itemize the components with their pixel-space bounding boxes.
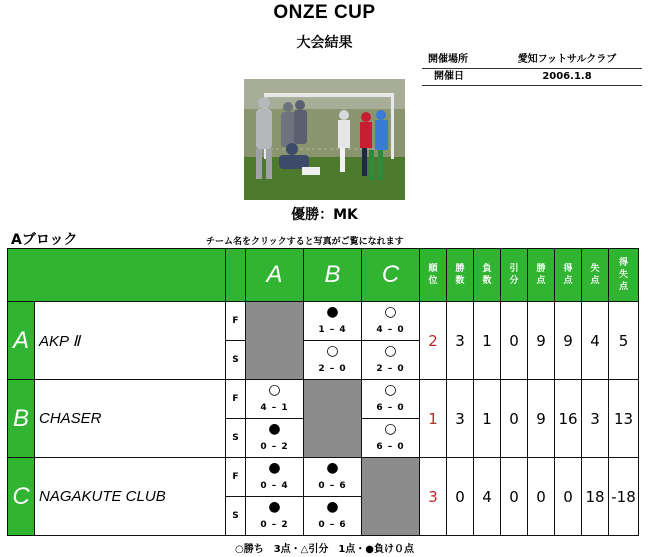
team-stat-1: 3 [447, 302, 474, 380]
match-score: 4 – 1 [260, 403, 289, 413]
page-subtitle: 大会結果 [296, 35, 353, 51]
match-leg-label: F [226, 380, 246, 419]
team-stat-1: 3 [447, 380, 474, 458]
match-score: 0 – 4 [260, 481, 289, 491]
match-result-cell [246, 497, 304, 536]
team-stat-1: 0 [447, 458, 474, 536]
header-fs-spacer [226, 249, 246, 302]
match-score: 0 – 2 [260, 520, 289, 530]
self-match-cell [362, 458, 420, 536]
team-letter: C [8, 458, 35, 536]
loss-mark-icon: ● [268, 499, 281, 515]
team-name-link[interactable]: NAGAKUTE CLUB [35, 458, 226, 536]
tournament-photo [244, 79, 405, 200]
champion-label: 優勝：MK [291, 207, 358, 223]
match-result-cell [246, 458, 304, 497]
page-title: ONZE CUP [273, 2, 376, 23]
scoring-legend: ○勝ち 3点・△引分 1点・●負け０点 [234, 544, 415, 555]
date-label: 開催日 [434, 71, 464, 82]
venue-row [422, 52, 642, 69]
win-mark-icon: ○ [384, 421, 397, 437]
date-row [422, 69, 642, 86]
loss-mark-icon: ● [268, 421, 281, 437]
team-stat-4: 9 [528, 302, 555, 380]
team-rank: 1 [420, 380, 447, 458]
match-leg-label: F [226, 302, 246, 341]
win-mark-icon: ○ [384, 343, 397, 359]
match-result-cell [246, 419, 304, 458]
header-stat-3: 引 分 [501, 249, 528, 302]
win-mark-icon: ○ [384, 304, 397, 320]
header-stat-2: 負 数 [474, 249, 501, 302]
team-name-link[interactable]: CHASER [35, 380, 226, 458]
header-stat-5: 得 点 [555, 249, 582, 302]
match-leg-label: S [226, 419, 246, 458]
match-result-cell [362, 341, 420, 380]
team-stat-3: 0 [501, 380, 528, 458]
team-stat-7: 5 [609, 302, 639, 380]
self-match-cell [246, 302, 304, 380]
team-stat-6: 3 [582, 380, 609, 458]
match-score: 2 – 0 [318, 364, 347, 374]
team-stat-5: 16 [555, 380, 582, 458]
header-row [8, 249, 639, 302]
match-leg-label: F [226, 458, 246, 497]
click-hint: チーム名をクリックすると写真がご覧になれます [206, 237, 404, 247]
team-stat-3: 0 [501, 302, 528, 380]
header-corner [8, 249, 226, 302]
match-leg-label: S [226, 341, 246, 380]
team-stat-7: -18 [609, 458, 639, 536]
team-stat-4: 0 [528, 458, 555, 536]
header-stat-6: 失 点 [582, 249, 609, 302]
match-score: 6 – 0 [376, 403, 405, 413]
team-row [8, 302, 639, 341]
team-stat-6: 4 [582, 302, 609, 380]
match-result-cell [362, 419, 420, 458]
block-title: Aブロック [11, 232, 78, 248]
team-stat-5: 9 [555, 302, 582, 380]
results-table [7, 248, 639, 536]
team-row [8, 380, 639, 419]
win-mark-icon: ○ [268, 382, 281, 398]
header-stat-1: 勝 数 [447, 249, 474, 302]
loss-mark-icon: ● [326, 460, 339, 476]
win-mark-icon: ○ [326, 343, 339, 359]
header-stat-4: 勝 点 [528, 249, 555, 302]
team-rank: 2 [420, 302, 447, 380]
match-result-cell [362, 380, 420, 419]
match-result-cell [304, 497, 362, 536]
team-stat-5: 0 [555, 458, 582, 536]
team-name-link[interactable]: AKP Ⅱ [35, 302, 226, 380]
match-score: 6 – 0 [376, 442, 405, 452]
team-stat-7: 13 [609, 380, 639, 458]
header-opponent-b: B [304, 249, 362, 302]
match-result-cell [304, 458, 362, 497]
venue-label: 開催場所 [428, 54, 468, 65]
match-result-cell [304, 302, 362, 341]
date-value: 2006.1.8 [542, 71, 592, 82]
match-score: 1 – 4 [318, 325, 347, 335]
header-stat-0: 順 位 [420, 249, 447, 302]
header-stat-7: 得 失 点 [609, 249, 639, 302]
venue-value: 愛知フットサルクラブ [517, 54, 617, 65]
team-stat-2: 1 [474, 380, 501, 458]
team-stat-4: 9 [528, 380, 555, 458]
self-match-cell [304, 380, 362, 458]
match-score: 2 – 0 [376, 364, 405, 374]
loss-mark-icon: ● [326, 499, 339, 515]
match-score: 0 – 2 [260, 442, 289, 452]
match-result-cell [362, 302, 420, 341]
event-info [422, 52, 642, 86]
loss-mark-icon: ● [268, 460, 281, 476]
team-row [8, 458, 639, 497]
team-stat-6: 18 [582, 458, 609, 536]
team-stat-3: 0 [501, 458, 528, 536]
win-mark-icon: ○ [384, 382, 397, 398]
match-result-cell [304, 341, 362, 380]
team-stat-2: 1 [474, 302, 501, 380]
match-score: 0 – 6 [318, 481, 347, 491]
team-rank: 3 [420, 458, 447, 536]
header-opponent-a: A [246, 249, 304, 302]
match-score: 0 – 6 [318, 520, 347, 530]
header-opponent-c: C [362, 249, 420, 302]
team-letter: A [8, 302, 35, 380]
team-letter: B [8, 380, 35, 458]
team-stat-2: 4 [474, 458, 501, 536]
loss-mark-icon: ● [326, 304, 339, 320]
match-leg-label: S [226, 497, 246, 536]
match-result-cell [246, 380, 304, 419]
match-score: 4 – 0 [376, 325, 405, 335]
